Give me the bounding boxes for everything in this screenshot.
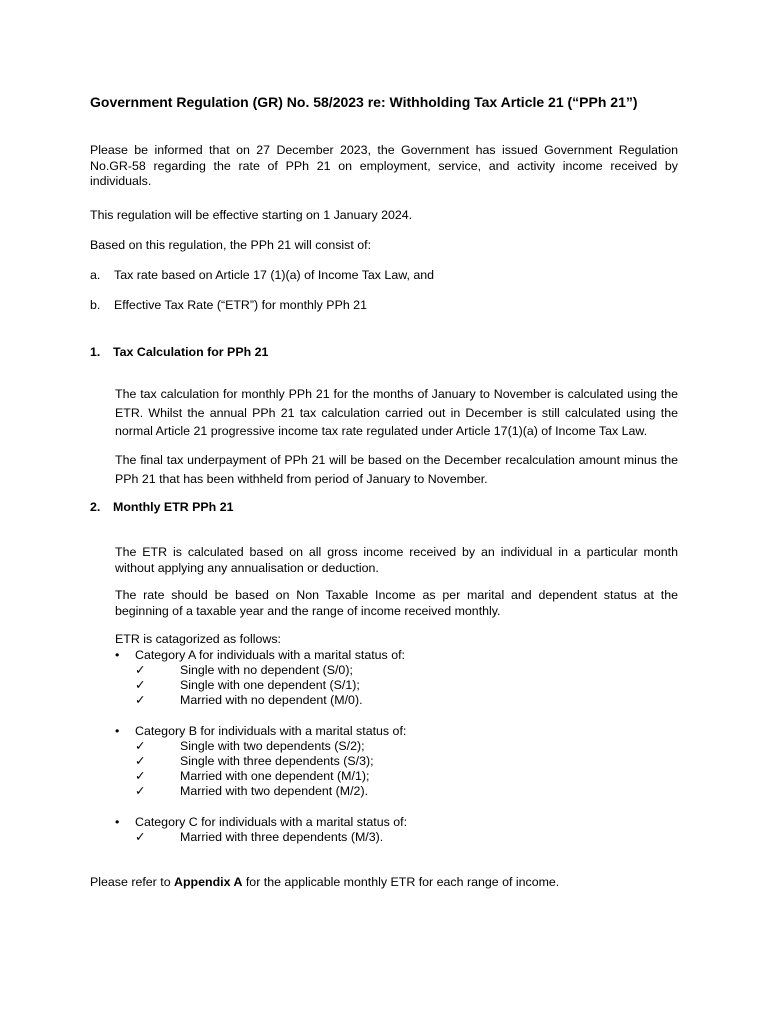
- bullet-icon: •: [115, 815, 120, 829]
- bullet-icon: •: [115, 648, 120, 662]
- check-icon: ✓: [135, 663, 146, 677]
- check-icon: ✓: [135, 769, 146, 783]
- bullet-icon: •: [115, 724, 120, 738]
- section-title: Monthly ETR PPh 21: [113, 500, 234, 514]
- section-2-paragraph-1: The ETR is calculated based on all gross income received by an individual in a particular month without applying any annualisation or deduction.: [115, 545, 678, 575]
- section-number: 1.: [90, 345, 101, 359]
- check-icon: ✓: [135, 784, 146, 798]
- intro-paragraph-1: Please be informed that on 27 December 2023, the Government has issued Government Regulation No.GR-58 regarding the rate of PPh 21 on employment, service, and activity income received by individuals.: [90, 143, 678, 188]
- category-label: Category C for individuals with a marital status of:: [135, 815, 408, 829]
- section-number: 2.: [90, 500, 101, 514]
- intro-paragraph-2: This regulation will be effective starting on 1 January 2024.: [90, 208, 413, 222]
- appendix-reference: Appendix A: [174, 875, 243, 889]
- category-label: Category B for individuals with a marital status of:: [135, 724, 407, 738]
- section-1-paragraph-1: The tax calculation for monthly PPh 21 for the months of January to November is calculated using the ETR. Whilst the annual PPh 21 tax calculation carried out in December is still calculated using the normal Article 21 progressive income tax rate regulated under Article 17(1)(a) of Income Tax Law.: [115, 387, 678, 438]
- check-icon: ✓: [135, 693, 146, 707]
- check-icon: ✓: [135, 754, 146, 768]
- check-icon: ✓: [135, 678, 146, 692]
- document-title: Government Regulation (GR) No. 58/2023 re: Withholding Tax Article 21 (“PPh 21”): [90, 94, 638, 110]
- section-2-paragraph-2: The rate should be based on Non Taxable Income as per marital and dependent status at the beginning of a taxable year and the range of income received monthly.: [115, 588, 678, 618]
- category-label: Category A for individuals with a marital status of:: [135, 648, 405, 662]
- list-marker: a.: [90, 268, 101, 282]
- list-marker: b.: [90, 298, 101, 312]
- section-title: Tax Calculation for PPh 21: [113, 345, 269, 359]
- intro-paragraph-3: Based on this regulation, the PPh 21 will consist of:: [90, 238, 372, 252]
- list-item-text: Effective Tax Rate (“ETR”) for monthly PPh 21: [114, 298, 367, 312]
- section-1-paragraph-2: The final tax underpayment of PPh 21 will be based on the December recalculation amount minus the PPh 21 that has been withheld from period of January to November.: [115, 453, 678, 486]
- section-2-paragraph-3: ETR is catagorized as follows:: [115, 632, 281, 646]
- check-icon: ✓: [135, 739, 146, 753]
- closing-paragraph: Please refer to Appendix A for the applicable monthly ETR for each range of income.: [90, 875, 560, 889]
- list-item-text: Tax rate based on Article 17 (1)(a) of Income Tax Law, and: [114, 268, 435, 282]
- check-icon: ✓: [135, 830, 146, 844]
